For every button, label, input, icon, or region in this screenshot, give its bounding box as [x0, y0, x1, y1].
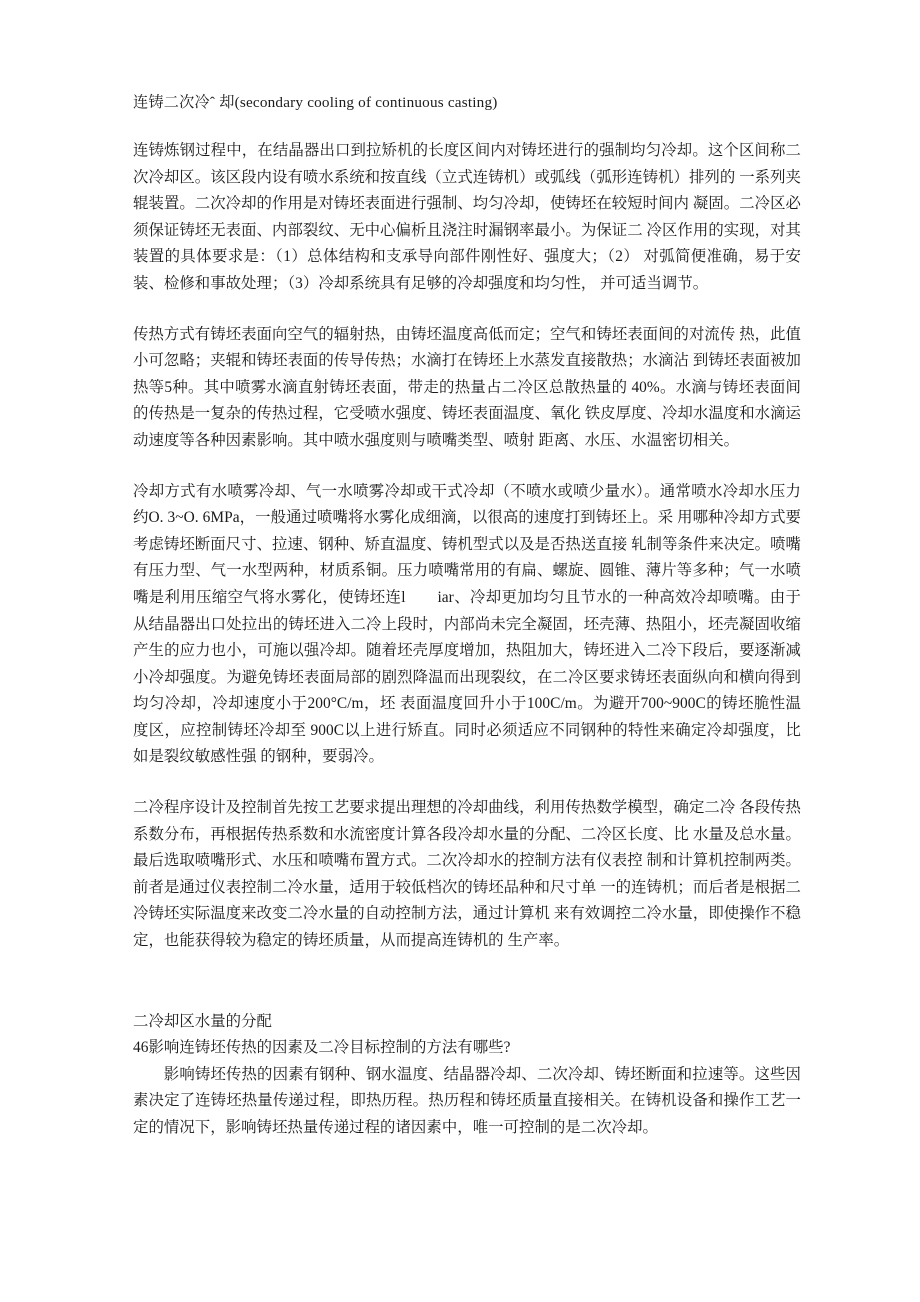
paragraph-4: 二冷程序设计及控制首先按工艺要求提出理想的冷却曲线，利用传热数学模型，确定二冷 各段传热系数分布，再根据传热系数和水流密度计算各段冷却水量的分配、二冷区长度、比 水量及总水量。最后选取喷嘴形式、水压和喷嘴布置方式。二次冷却水的控制方法有仪表控 制和计算机控制两类。前者是通过仪表控制二冷水量，适用于较低档次的铸坯品种和尺寸单 一的连铸机；而后者是根据二冷铸坯实际温度来改变二冷水量的自动控制方法，通过计算机 来有效调控二冷水量，即使操作不稳定，也能获得较为稳定的铸坯质量，从而提高连铸机的 生产率。 [133, 799, 801, 950]
title-spacer [133, 124, 801, 138]
paragraph-1: 连铸炼钢过程中，在结晶器出口到拉矫机的长度区间内对铸坯进行的强制均匀冷却。这个区间称二次冷却区。该区段内设有喷水系统和按直线（立式连铸机）或弧线（弧形连铸机）排列的 一系列夹辊装置。二次冷却的作用是对铸坯表面进行强制、均匀冷却，使铸坯在较短时间内 凝固。二冷区必须保证铸坯无表面、内部裂纹、无中心偏析且浇注时漏钢率最小。为保证二 冷区作用的实现，对其装置的具体要求是：（1）总体结构和支承导向部件刚性好、强度大；（2） 对弧简便准确，易于安装、检修和事故处理；（3）冷却系统具有足够的冷却强度和均匀性， 并可适当调节。 [133, 142, 801, 292]
document-title: 连铸二次冷ˆ 却(secondary cooling of continuous casting) [133, 94, 498, 111]
paragraph-2: 传热方式有铸坯表面向空气的辐射热，由铸坯温度高低而定；空气和铸坯表面间的对流传 热，此值小可忽略；夹辊和铸坯表面的传导传热；水滴打在铸坯上水蒸发直接散热；水滴沾 到铸坯表面被加热等5种。其中喷雾水滴直射铸坯表面，带走的热量占二冷区总散热量的 40%。水滴与铸坯表面间的传热是一复杂的传热过程，它受喷水强度、铸坯表面温度、氧化 铁皮厚度、冷却水温度和水滴运动速度等各种因素影响。其中喷水强度则与喷嘴类型、喷射 距离、水压、水温密切相关。 [133, 325, 801, 449]
paragraph-3: 冷却方式有水喷雾冷却、气一水喷雾冷却或干式冷却（不喷水或喷少量水）。通常喷水冷却水压力约O. 3~O. 6MPa，一般通过喷嘴将水雾化成细滴，以很高的速度打到铸坯上。采 用哪种冷却方式要考虑铸坯断面尺寸、拉速、钢种、矫直温度、铸机型式以及是否热送直接 轧制等条件来决定。喷嘴有压力型、气一水型两种，材质系铜。压力喷嘴常用的有扁、螺旋、圆锥、薄片等多种；气一水喷嘴是利用压缩空气将水雾化，使铸坯连l iar、冷却更加均匀且节水的一种高效冷却喷嘴。由于从结晶器出口处拉出的铸坯进入二冷上段时，内部尚未完全凝固，坯壳薄、热阻小，坯壳凝固收缩产生的应力也小，可施以强冷却。随着坯壳厚度增加，热阻加大，铸坯进入二冷下段后，要逐渐减小冷却强度。为避免铸坯表面局部的剧烈降温而出现裂纹，在二冷区要求铸坯表面纵向和横向得到均匀冷却，冷却速度小于200°C/m，坯 表面温度回升小于100C/m。为避开700~900C的铸坯脆性温度区，应控制铸坯冷却至 900C以上进行矫直。同时必须适应不同钢种的特性来确定冷却强度，比如是裂纹敏感性强 的钢种，要弱冷。 [133, 482, 801, 766]
answer-paragraph: 影响铸坯传热的因素有钢种、钢水温度、结晶器冷却、二次冷却、铸坯断面和拉速等。这些因素决定了连铸坯热量传递过程，即热历程。热历程和铸坯质量直接相关。在铸机设备和操作工艺一定的情况下，影响铸坯热量传递过程的诸因素中，唯一可控制的是二次冷却。 [133, 1065, 801, 1136]
section-heading: 二冷却区水量的分配 [133, 1012, 272, 1030]
document-content [133, 92, 801, 1142]
section-spacer [133, 979, 801, 1009]
question-line: 46影响连铸坯传热的因素及二冷目标控制的方法有哪些? [133, 1039, 511, 1057]
